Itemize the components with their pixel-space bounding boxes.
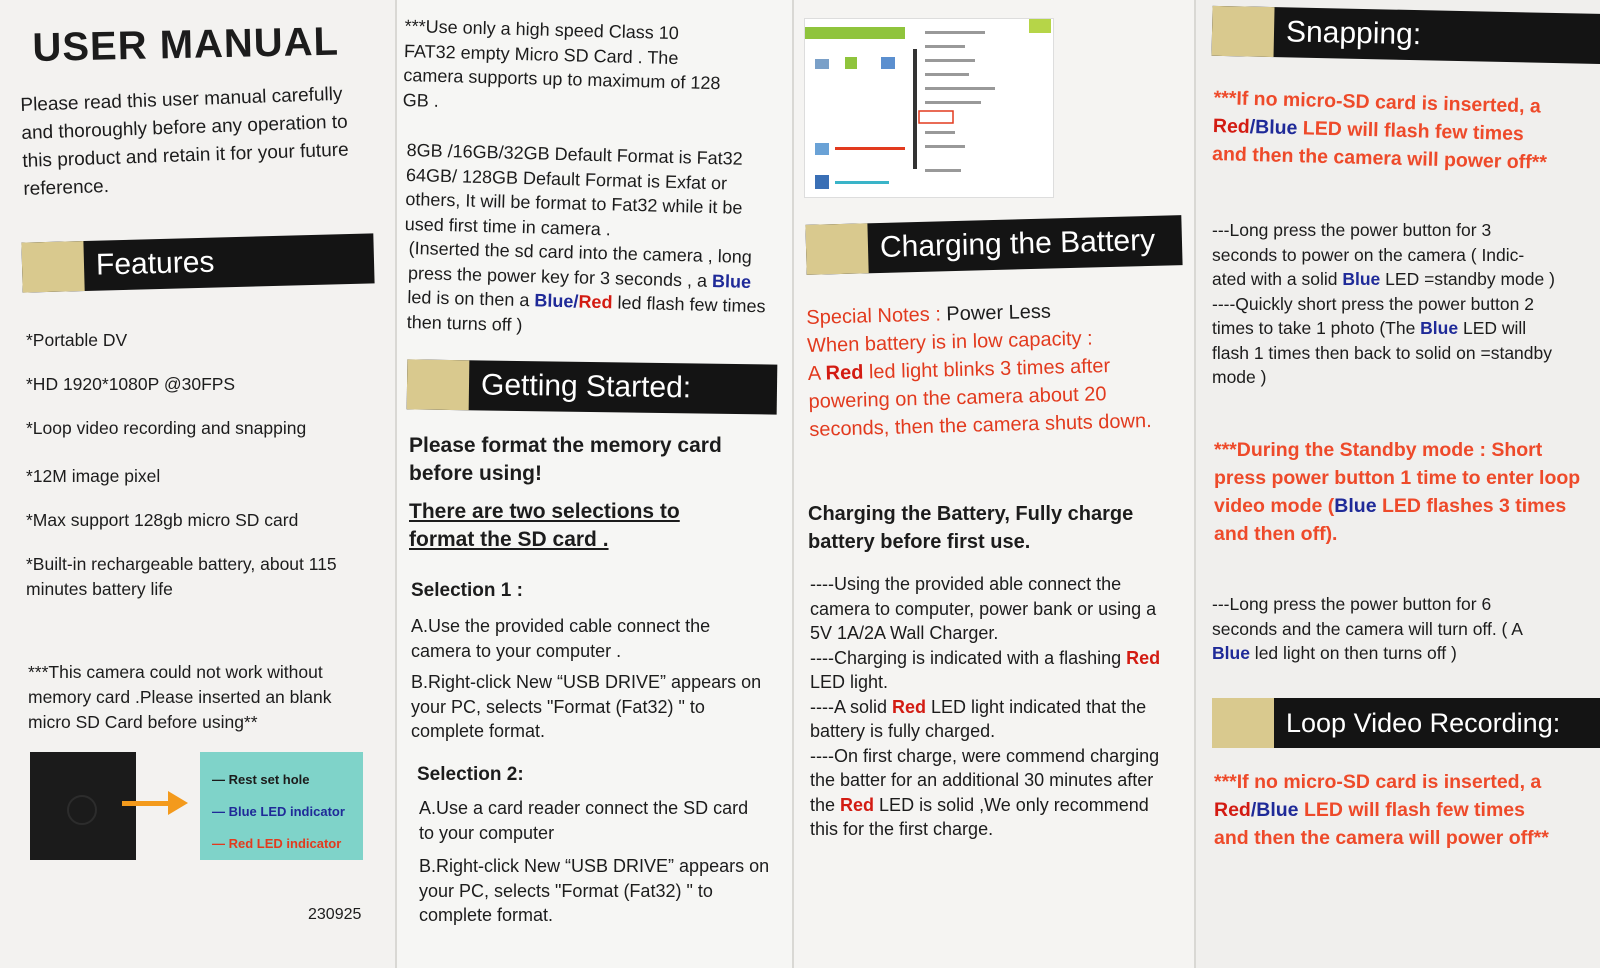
selection2-title: Selection 2: (417, 764, 524, 785)
arrow-icon (122, 801, 170, 806)
sd-card-note: ***Use only a high speed Class 10 FAT32 empty Micro SD Card . The camera supports up to maximum of 128 GB . (402, 15, 721, 111)
header-swatch (1212, 6, 1275, 57)
getting-started-header: Getting Started: (407, 359, 778, 414)
selection2-step-b: B.Right-click New “USB DRIVE” appears on your PC, selects "Format (Fat32) " to complete format. (419, 856, 770, 925)
red-word: Red (892, 696, 927, 717)
feature-item: *HD 1920*1080P @30FPS (26, 374, 236, 394)
selection2-step-a: A.Use a card reader connect the SD card to your computer (419, 798, 749, 843)
screenshot-illustration (805, 19, 1055, 199)
reset-hole-label: — Rest set hole (212, 772, 310, 787)
feature-item: *12M image pixel (26, 466, 161, 486)
blue-word: Blue (1334, 495, 1377, 517)
red-word: Red (578, 291, 613, 313)
selection1-step-a: A.Use the provided cable connect the camera to your computer . (411, 616, 711, 661)
red-word: Red (1212, 114, 1251, 138)
panel-user-manual (0, 0, 395, 968)
red-word: Red (825, 361, 864, 385)
format-warning: Please format the memory card before using! (409, 434, 722, 485)
arrow-head-icon (168, 791, 188, 815)
format-screenshot-image (804, 18, 1054, 198)
blue-word: Blue (1342, 269, 1381, 289)
snapping-header: Snapping: (1212, 6, 1600, 64)
memory-card-note: ***This camera could not work without memory card .Please inserted an blank micro SD Card before using** (28, 662, 332, 732)
format-info: 8GB /16GB/32GB Default Format is Fat32 64GB/ 128GB Default Format is Exfat or others, It will be format to Fat32 while it be used first time in camera . (404, 139, 743, 239)
feature-item: *Max support 128gb micro SD card (26, 510, 299, 530)
feature-item: *Portable DV (26, 330, 128, 350)
panel-charging (794, 0, 1194, 968)
header-swatch (1212, 698, 1274, 748)
power-on-instructions: ---Long press the power button for 3 seconds to power on the camera ( Indic-ated with a solid Blue LED =standby mode ) ----Quickly short press the power button 2 times to take 1 photo (The Blue LED will flash 1 times then back to solid on =standby mode ) (1212, 220, 1555, 387)
camera-lens-icon (30, 752, 136, 860)
two-selections-heading: There are two selections to format the SD card . (409, 500, 680, 551)
panel-getting-started (397, 0, 792, 968)
standby-mode-note: ***During the Standby mode : Short press power button 1 time to enter loop video mode (Blue LED flashes 3 times and then off). (1214, 439, 1581, 545)
header-swatch (21, 241, 84, 293)
features-header: Features (21, 233, 374, 292)
product-code: 230925 (308, 906, 362, 923)
fully-charge-heading: Charging the Battery, Fully charge battery before first use. (808, 503, 1134, 553)
charging-header: Charging the Battery (805, 215, 1182, 275)
blue-word: Blue (1256, 799, 1299, 821)
blue-word: Blue (1254, 116, 1298, 140)
feature-item: *Built-in rechargeable battery, about 115 minutes battery life (26, 554, 337, 599)
header-swatch (805, 223, 868, 275)
page-title: USER MANUAL (32, 19, 340, 70)
blue-led-label: — Blue LED indicator (212, 804, 345, 819)
blue-word: Blue (711, 270, 752, 292)
selection1-step-b: B.Right-click New “USB DRIVE” appears on your PC, selects "Format (Fat32) " to complete format. (411, 672, 762, 741)
special-notes: Special Notes : Power Less When battery is in low capacity : A Red led light blinks 3 times after powering on the camera about 20 seconds, then the camera shuts down. (806, 300, 1152, 441)
indicator-legend (200, 752, 363, 860)
red-word: Red (840, 794, 875, 815)
blue-word: Blue (1420, 318, 1459, 338)
selection1-title: Selection 1 : (411, 580, 523, 601)
intro-text: Please read this user manual carefully and thoroughly before any operation to this product and retain it for your future reference. (20, 83, 349, 200)
red-word: Red (1126, 647, 1161, 668)
blue-word: Blue (534, 290, 574, 312)
camera-image (30, 752, 136, 860)
header-swatch (407, 359, 470, 410)
feature-item: *Loop video recording and snapping (26, 418, 307, 438)
charging-instructions: ----Using the provided able connect the camera to computer, power bank or using a 5V 1A/2A Wall Charger. ----Charging is indicated with a flashing Red LED light. ----A solid Red LED light indicated that the battery is fully charged. ----On first charge, were commend charging the batter for an additional 30 minutes after the Red LED is solid ,We only recommend this for the first charge. (810, 574, 1161, 839)
panel-snapping (1196, 0, 1600, 968)
loop-video-header: Loop Video Recording: (1212, 698, 1600, 748)
loop-no-card-warning: ***If no micro-SD card is inserted, a Red/Blue LED will flash few times and then the camera will power off** (1214, 771, 1549, 849)
power-off-instructions: ---Long press the power button for 6 seconds and the camera will turn off. ( A Blue led light on then turns off ) (1212, 594, 1522, 663)
format-instructions: (Inserted the sd card into the camera , long press the power key for 3 seconds , a Blue led is on then a Blue/Red led flash few times then turns off ) (406, 237, 766, 335)
red-word: Red (1214, 799, 1251, 821)
red-led-label: — Red LED indicator (212, 836, 342, 851)
blue-word: Blue (1212, 643, 1250, 663)
no-card-warning: ***If no micro-SD card is inserted, a Red/Blue LED will flash few times and then the camera will power off** (1211, 86, 1548, 174)
